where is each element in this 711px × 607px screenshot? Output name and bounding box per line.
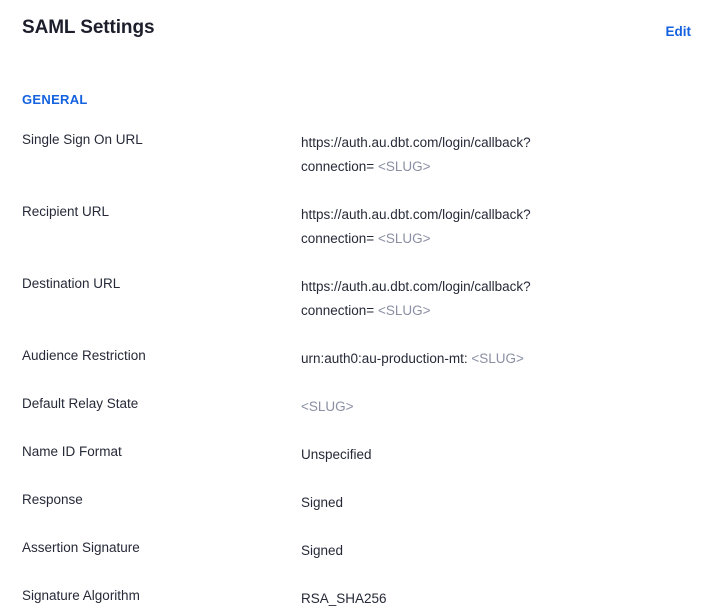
setting-value-connection-text: connection= — [301, 231, 375, 246]
setting-label: Assertion Signature — [22, 540, 140, 555]
setting-value-connection-text: connection= — [301, 159, 375, 174]
setting-value — [301, 131, 531, 179]
setting-value-slug: <SLUG> — [301, 399, 354, 414]
section-heading-general: GENERAL — [22, 92, 88, 107]
setting-value — [301, 395, 354, 419]
setting-row-response — [0, 491, 711, 515]
setting-value: Signed — [301, 495, 344, 510]
setting-row-destination-url — [0, 275, 711, 323]
setting-value-line-1: https://auth.au.dbt.com/login/callback? — [301, 279, 531, 294]
setting-value-line-2 — [301, 299, 531, 323]
setting-value-slug: <SLUG> — [471, 351, 524, 366]
setting-row-assertion-signature — [0, 539, 711, 563]
page-title: SAML Settings — [22, 17, 155, 38]
setting-value-slug: <SLUG> — [377, 159, 431, 174]
setting-value-slug: <SLUG> — [377, 303, 431, 318]
setting-value: Unspecified — [301, 447, 372, 462]
setting-label: Default Relay State — [22, 396, 139, 411]
setting-value-connection-text: connection= — [301, 303, 375, 318]
setting-value-line-1: https://auth.au.dbt.com/login/callback? — [301, 207, 531, 222]
setting-row-recipient-url — [0, 203, 711, 251]
setting-value-line-2 — [301, 155, 531, 179]
setting-row-audience-restriction — [0, 347, 711, 371]
setting-row-default-relay-state — [0, 395, 711, 419]
setting-value: Signed — [301, 543, 344, 558]
settings-list — [0, 131, 711, 607]
setting-label: Audience Restriction — [22, 348, 146, 363]
setting-value-line-2 — [301, 227, 531, 251]
setting-label: Signature Algorithm — [22, 588, 140, 603]
setting-value — [301, 203, 531, 251]
setting-row-single-sign-on-url — [0, 131, 711, 179]
edit-button[interactable]: Edit — [665, 24, 691, 39]
page-header — [0, 0, 711, 42]
setting-value — [301, 275, 531, 323]
setting-value: RSA_SHA256 — [301, 591, 387, 606]
setting-label: Single Sign On URL — [22, 132, 143, 147]
setting-value-line-1: https://auth.au.dbt.com/login/callback? — [301, 135, 531, 150]
setting-label: Response — [22, 492, 83, 507]
setting-label: Name ID Format — [22, 444, 122, 459]
setting-row-name-id-format — [0, 443, 711, 467]
setting-row-signature-algorithm — [0, 587, 711, 607]
setting-value-slug: <SLUG> — [377, 231, 431, 246]
setting-value-text: urn:auth0:au-production-mt: — [301, 351, 468, 366]
setting-label: Recipient URL — [22, 204, 110, 219]
setting-label: Destination URL — [22, 276, 121, 291]
setting-value — [301, 347, 524, 371]
